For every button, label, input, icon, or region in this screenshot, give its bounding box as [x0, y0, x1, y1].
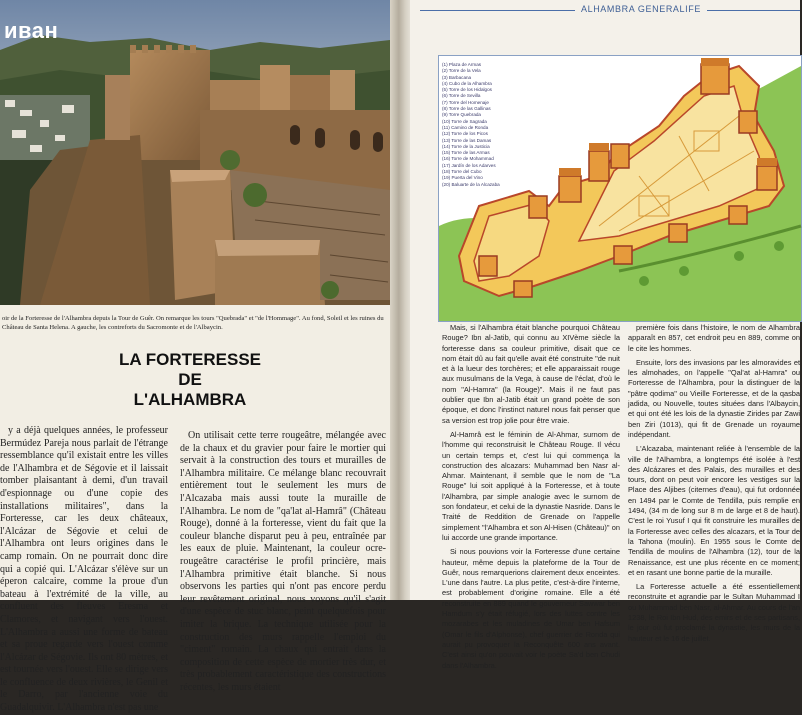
- title-line-3: L'ALHAMBRA: [133, 390, 247, 409]
- legend-item: (10) Torre de Sagrada: [442, 118, 487, 124]
- map-legend: [442, 62, 552, 188]
- right-page: [410, 0, 800, 670]
- legend-item: (5) Torre de los Hidalgos: [442, 87, 492, 93]
- legend-item: (9) Torre Quebrada: [442, 112, 481, 118]
- legend-item: (16) Torre de Mohammad: [442, 156, 494, 162]
- legend-item: (18) Torre del Cubo: [442, 169, 482, 175]
- photo-illustration: [0, 0, 390, 305]
- legend-item: (7) Torre del Homenaje: [442, 99, 489, 105]
- legend-item: (14) Torre de la Justicia: [442, 143, 490, 149]
- legend-item: (11) Camino de Ronda: [442, 124, 489, 130]
- right-column-1: [442, 323, 620, 670]
- legend-item: (4) Cubo de la Alhambra: [442, 80, 492, 86]
- fortress-map: [438, 55, 802, 322]
- legend-item: (17) Jardín de los Adarves: [442, 162, 496, 168]
- photo-caption: oir de la Forteresse de l'Alhambra depuis la Tour de Guêr. On remarque les tours "Quebrada" et "de l'Hommage". Au fond, Soleil et les ruines du Château de Santa Helena. A gauche, les contreforts du Sacromonte et de l'Albaycin.: [2, 315, 384, 331]
- right-column-2: [628, 323, 800, 643]
- alhambra-photo: [0, 0, 390, 305]
- legend-item: (8) Torre de las Gallinas: [442, 106, 491, 112]
- left-column-2: [180, 430, 386, 693]
- running-header: ALHAMBRA GENERALIFE: [575, 4, 707, 14]
- legend-item: (2) Torre de la Vela: [442, 68, 481, 74]
- title-line-1: LA FORTERESSE: [119, 350, 261, 369]
- paragraph: y a déjà quelques années, le professeur Bermúdez Pareja nous parlait de l'étrange ressemblance qu'il existait entre les villes de l'Alhambra et de Ségovie et il laissait tomber plaisantant à demi, d'un travail d'espionnage ou d'une copie des installations militaires", dans la Forteresse, car les deux châteaux, l'Alcázar de Ségovie et celui de l'Alhambra ont leurs origines dans le camp romain. On ne pourrait donc dire qui a copié qui. L'Alcázar s'élève sur un éperon calcaire, comme la proue d'un bateau à l'extrémité de la ville, au confluent des fleuves Eresma et Clamores, et navigant vers l'ouest. L'Alhambra a aussi une forme de bateau et sa proue regarde vers l'ouest comme l'Alcázar de Ségovie. Ils ont 80 mètres, et est tournée vers l'ouest. Elle se dirige vers le confluence de deux rivières, le Genil et le Darro, par l'ancienne voie du Guadalquivir. L'Alhambra n'est pas une: [0, 425, 168, 714]
- legend-item: (6) Torre de Sevilla: [442, 93, 481, 99]
- legend-item: (15) Torre de las Armas: [442, 150, 490, 156]
- paragraph: première fois dans l'histoire, le nom de Alhambra apparaît en 857, cet endroit peu en 889, comme on le cite les hommes.: [628, 323, 800, 353]
- legend-item: (3) Barbacana: [442, 74, 472, 80]
- legend-item: (20) Baluarte de la Alcazaba: [442, 181, 500, 187]
- legend-item: (1) Plaza de Armas: [442, 62, 482, 67]
- legend-item: (13) Torre de las Damas: [442, 137, 492, 143]
- paragraph: On utilisait cette terre rougeâtre, mélangée avec de la chaux et du gravier pour faire le mortier qui servait à la construction des tours et murailles de l'Alhambra militaire. Ce mélange blanc recouvrait entièrement tout le seulement les murs de l'Alcazaba mais aussi toute la muraille de l'Alhambra. Le nom de "qa'lat al-Hamrâ" (Château Rouge), donné à la forteresse, vient du fait que la couleur blanche disparut peu à peu, entraînée par les eaux de pluie. Maintenant, la couleur ocre-rougeâtre caractérise le profil princière, mais l'Alhambra primitive était blanche. Si nous observons les parties qui n'ont pas encore perdu leur revêtement original, nous voyons qu'il s'agit d'une espèce de stuc blanc, peint quelquefois pour imiter la brique. La technique utilisée pour la construction des murs rappelle l'emploi du "ciment" romain. La chaux qui entrait dans la composition de cette espèce de mortier très dur, et très probablement caractéristique des constructions récentes, les murs étaient: [180, 430, 386, 693]
- book-gutter: [390, 0, 412, 600]
- paragraph: Si nous pouvions voir la Forteresse d'une certaine hauteur, même depuis la plateforme de la Tour de Guêr, nous remarquerions clairement deux enceintes. L'une dans l'autre. La plus petite, c'est-à-dire l'interne, est probablement d'origine romaine. Elle a été reconstruite en 889 quand le gouverneur Sawwar ben Hamdum s'y était réfugié, lors des luttes contre les mozarabes et les muladines de Umar ben Hafsum (Omar le fils d'Alphonse), chef guerrier de Ronda qui aurait pu provoquer la Reconquête 600 ans avant. C'est ainsi qu'on pouvait voir le poète Sa'd ben Chudi dans l'Alhambra.: [442, 547, 620, 670]
- paragraph: Ensuite, lors des invasions par les almoravides et les almohades, on l'appelle "Qal'at al-Hamra" ou Forteresse de l'Alhambra, pour la distinguer de la "pâtre qodima" ou Vieille Forteresse, et de la qasba jadida, ou Nouvelle, toutes situées dans l'Albaycin, et qui ont été les lois de la dynastie Zirides par Zawi ben Ziri (1013), qui fit de Grenade un royaume indépendant.: [628, 357, 800, 439]
- left-column-1: [0, 425, 168, 714]
- paragraph: Mais, si l'Alhambra était blanche pourquoi Château Rouge? Ibn al-Jatib, qui connu au XIVème siècle la forteresse dans sa couleur primitive, disait que ce nom était dû au fait qu'elle avait été construite "de nuit et à la lueur des torchères; et elle apparaissait rouge aux musulmans de la Vega, à cause de l'éclat, d'où le nom "Al-Hamra" (la Rouge)". Mais il ne faut pas oublier que Ibn al-Jatib était un grand poète de son époque, et donc l'instinct naturel nous fait penser que sa version est trop jolie pour être vraie.: [442, 323, 620, 425]
- chapter-title: [110, 350, 270, 410]
- paragraph: La Forteresse actuelle a été essentiellement reconstruite et agrandie par le Sultan Muhammad I ou Muhammad ben Nasr, al-Ahmar. Au cours de l'an 1238, le Roi Ibn Hud, des emirs et de ses partisans, le jour où fut proclamé la dynastie, les murs de la hauteur et le 16 de juillet.: [628, 582, 800, 643]
- watermark: иван: [4, 18, 59, 43]
- title-line-2: DE: [178, 370, 202, 389]
- legend-item: (19) Puerta del Vino: [442, 175, 483, 181]
- legend-item: (12) Torre de los Picos: [442, 131, 488, 137]
- paragraph: Al-Hamrâ est le féminin de Al-Ahmar, surnom de l'homme qui reconstruisit le Château Rouge. Il vécu un certain temps et, c'est lui qui commença la construction des alcazars: Muhammad ben Nasr al-Ahmar. Maintenant, il semble que le nom de "La Rouge" lui soit appliqué à la Forteresse, et à toute l'Alhambra, par simple analogie avec le surnom de son fondateur, et celui de la dynastie Nasride. Dans le Traité de Reddition de Grenade on l'appelle simplement "l'Alhambra et son Al-Hisen (Château)" on lui accorde une grande importance.: [442, 429, 620, 542]
- paragraph: L'Alcazaba, maintenant reliée à l'ensemble de la ville de l'Alhambra, a longtemps été isolée à l'est des Alcázares et des Palais, des murailles et des tours, dont on peut voir encore les vestiges sur la Place des Aljibes (citernes d'eau), qui fut ordonnée en 1494 par le Comte de Tendilla, puis remplie en 1494, (34 m de long sur 8 m de large et 8 de haut). C'est le roi Yusuf I qui fit construire les murailles de la Forteresse avec celles des alcazars, et la Tour de la Tahona (moulin). En 1955 sous le Comte de Tendilla de moulins de l'Alhambra (12), tour de la Renaissance, est une plus récente en ce moment; et en rasant une bonne partie de la muraille.: [628, 444, 800, 577]
